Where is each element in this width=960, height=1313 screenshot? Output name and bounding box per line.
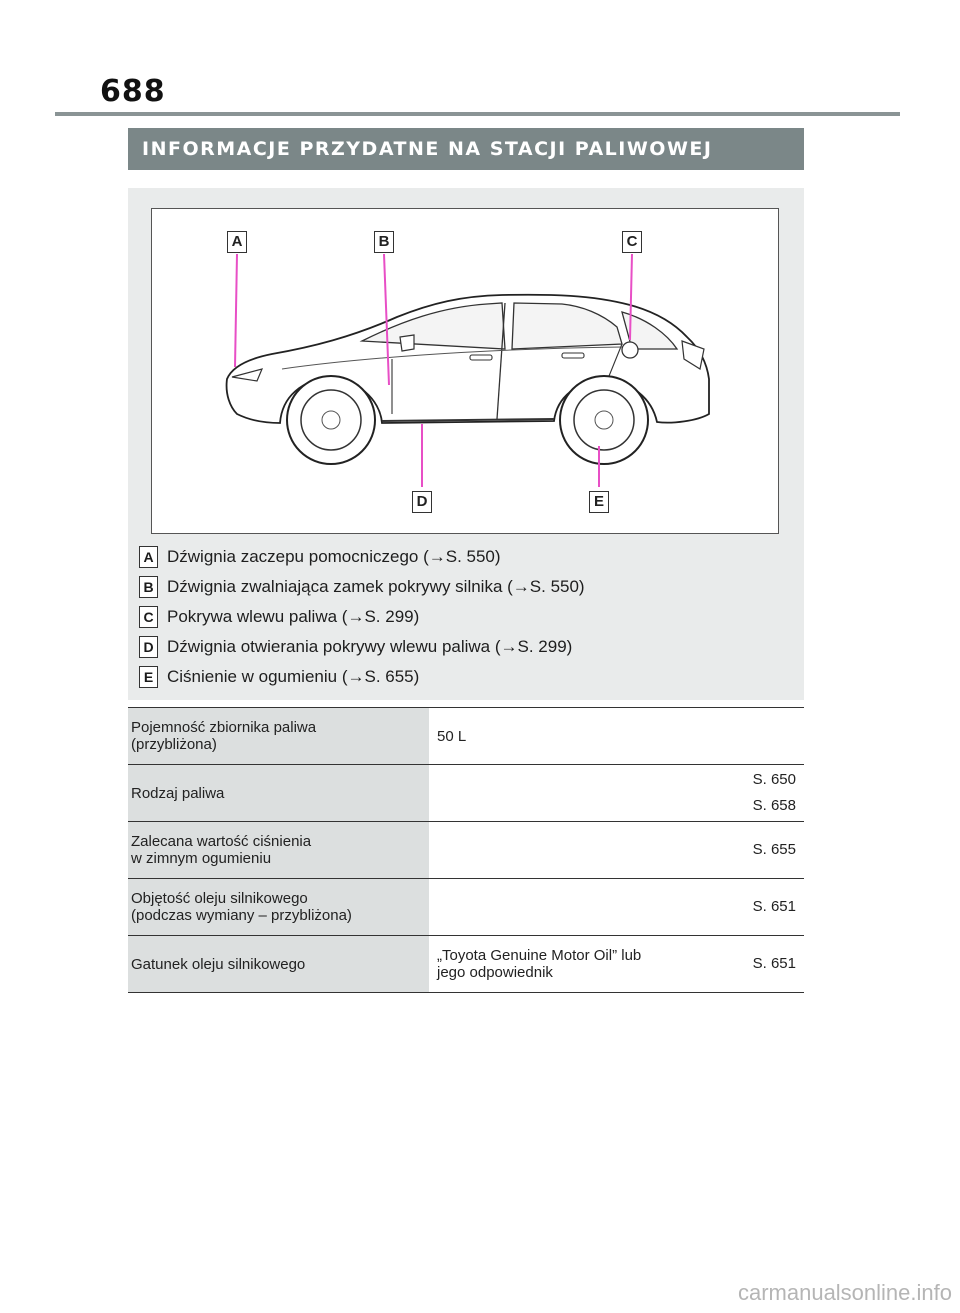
legend-text: Pokrywa wlewu paliwa (→S. 299) [167,607,420,626]
spec-label: Zalecana wartość ciśnienia w zimnym ogumieniu [128,822,429,879]
spec-label: Pojemność zbiornika paliwa (przybliżona) [128,708,429,765]
spec-table [128,707,804,993]
legend-letter: A [139,546,158,568]
legend-letter: B [139,576,158,598]
spec-value [429,879,676,936]
legend-text: Dźwignia zwalniająca zamek pokrywy silnika (→S. 550) [167,577,585,596]
section-title: INFORMACJE PRZYDATNE NA STACJI PALIWOWEJ [128,128,804,170]
callout-b: B [374,231,394,253]
spec-label: Gatunek oleju silnikowego [128,936,429,993]
spec-label: Objętość oleju silnikowego (podczas wymiany – przybliżona) [128,879,429,936]
callout-c: C [622,231,642,253]
legend-item [139,572,789,602]
table-row [128,879,804,936]
spec-ref: S. 655 [752,841,796,858]
car-illustration-icon [152,209,778,533]
legend-item [139,602,789,632]
spec-value [429,822,676,879]
table-row [128,822,804,879]
callout-e: E [589,491,609,513]
legend-letter: C [139,606,158,628]
spec-label: Rodzaj paliwa [128,765,429,822]
spec-ref: S. 650 S. 658 [752,771,796,814]
legend-item [139,662,789,692]
spec-value: „Toyota Genuine Motor Oil” lub jego odpowiednik [437,947,642,981]
legend-text: Dźwignia zaczepu pomocniczego (→S. 550) [167,547,501,566]
table-row [128,765,804,822]
page-number: 688 [100,74,166,109]
car-figure [151,208,779,534]
legend-item [139,632,789,662]
spec-value [429,765,676,822]
table-row [128,708,804,765]
legend-item [139,542,789,572]
callout-a: A [227,231,247,253]
watermark: carmanualsonline.info [737,1280,952,1305]
spec-value: 50 L [437,727,467,745]
figure-legend [139,542,789,692]
top-rule [55,112,900,116]
callout-d: D [412,491,432,513]
table-row [128,936,804,993]
spec-ref: S. 651 [752,955,796,972]
legend-letter: E [139,666,158,688]
spec-ref [676,708,804,765]
spec-ref: S. 651 [752,898,796,915]
legend-text: Ciśnienie w ogumieniu (→S. 655) [167,667,420,686]
legend-text: Dźwignia otwierania pokrywy wlewu paliwa (→S. 299) [167,637,573,656]
legend-letter: D [139,636,158,658]
